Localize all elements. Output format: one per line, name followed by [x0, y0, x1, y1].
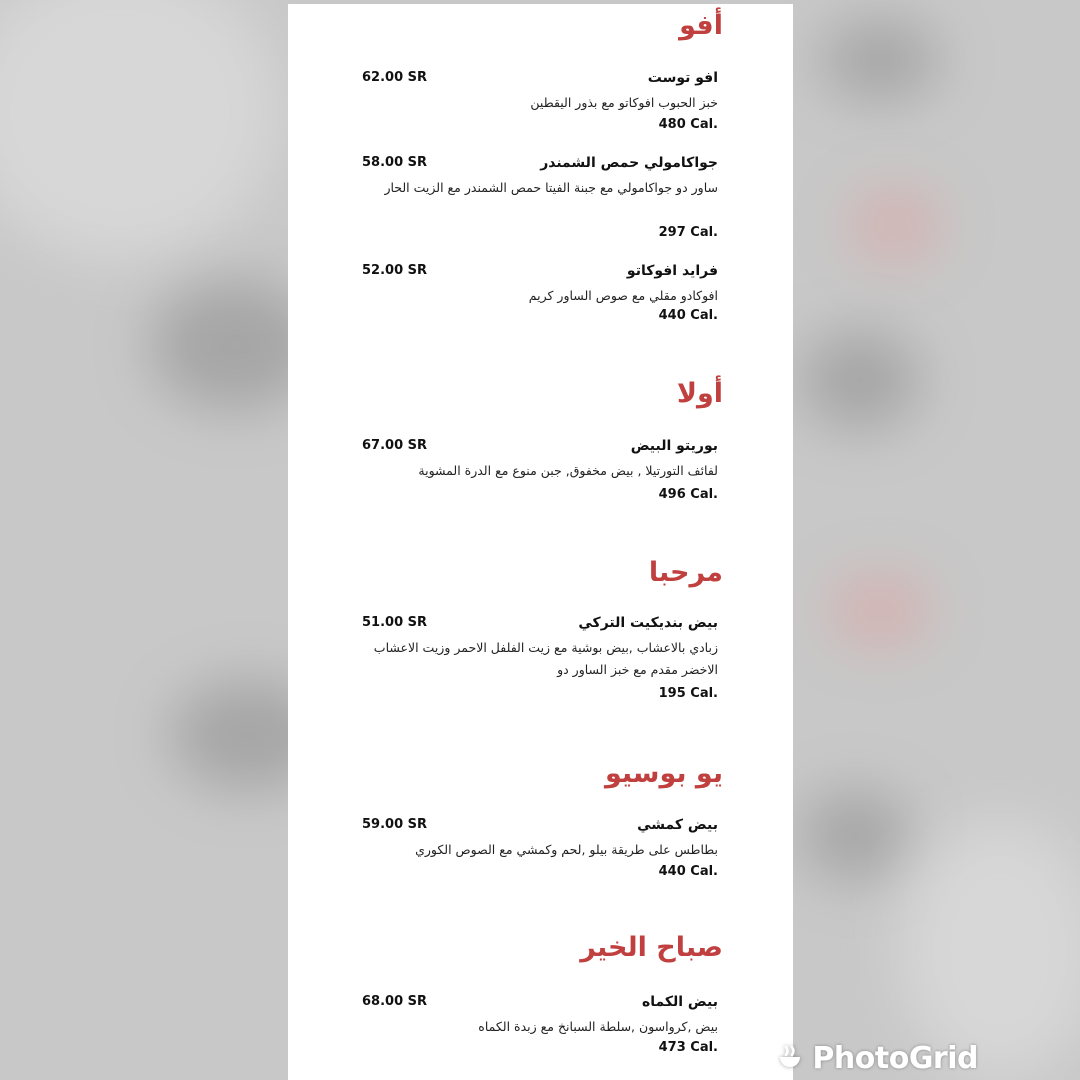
backdrop-blur: [820, 20, 940, 100]
item-description: افوكادو مقلي مع صوص الساور كريم: [528, 288, 718, 303]
photogrid-logo-icon: [774, 1043, 806, 1075]
section-title: صباح الخير: [580, 932, 723, 963]
backdrop-blur: [800, 330, 920, 430]
backdrop-blur: [850, 190, 940, 260]
item-description: بيض ,كرواسون ,سلطة السبانخ مع زبدة الكماه: [478, 1019, 718, 1034]
item-calories: 195 Cal.: [658, 686, 718, 701]
watermark-text: PhotoGrid: [812, 1041, 978, 1076]
backdrop-blur: [830, 575, 930, 645]
item-price: 62.00 SR: [362, 70, 428, 85]
item-price: 67.00 SR: [362, 438, 428, 453]
section-title: أفو: [679, 10, 723, 41]
item-price: 68.00 SR: [362, 994, 428, 1009]
item-price: 58.00 SR: [362, 155, 428, 170]
item-calories: 297 Cal.: [658, 225, 718, 240]
item-calories: 473 Cal.: [658, 1040, 718, 1055]
backdrop-blur: [0, 0, 280, 260]
item-name: بوريتو البيض: [630, 438, 718, 454]
item-price: 51.00 SR: [362, 615, 428, 630]
item-price: 52.00 SR: [362, 263, 428, 278]
item-description: خبز الحبوب افوكاتو مع بذور اليقطين: [530, 95, 718, 110]
item-description: بطاطس على طريقة بيلو ,لحم وكمشي مع الصوص الكوري: [415, 842, 718, 857]
item-calories: 480 Cal.: [658, 117, 718, 132]
item-name: افو توست: [647, 70, 718, 86]
item-name: بيض كمشي: [637, 817, 718, 833]
section-title: يو بوسيو: [604, 758, 723, 789]
item-description: ساور دو جواكامولي مع جبنة الفيتا حمص الشمندر مع الزيت الحار: [384, 180, 718, 195]
item-name: بيض الكماه: [641, 994, 718, 1010]
item-price: 59.00 SR: [362, 817, 428, 832]
section-title: أولا: [676, 378, 723, 409]
item-name: جواكامولي حمص الشمندر: [540, 155, 718, 171]
photogrid-watermark: [774, 1041, 978, 1076]
menu-page: [288, 4, 793, 1080]
item-calories: 496 Cal.: [658, 487, 718, 502]
item-calories: 440 Cal.: [658, 864, 718, 879]
item-description: زبادي بالاعشاب ,بيض بوشية مع زيت الفلفل الاحمر وزيت الاعشاب الاخضر مقدم مع خبز الساور دو: [373, 640, 718, 677]
item-description: لفائف التورتيلا , بيض مخفوق, جبن منوع مع الدرة المشوية: [418, 463, 718, 478]
item-calories: 440 Cal.: [658, 308, 718, 323]
item-name: بيض بنديكيت التركي: [578, 615, 718, 631]
section-title: مرحبا: [648, 557, 723, 588]
item-name: فرايد افوكاتو: [626, 263, 718, 279]
backdrop-blur: [800, 790, 910, 880]
